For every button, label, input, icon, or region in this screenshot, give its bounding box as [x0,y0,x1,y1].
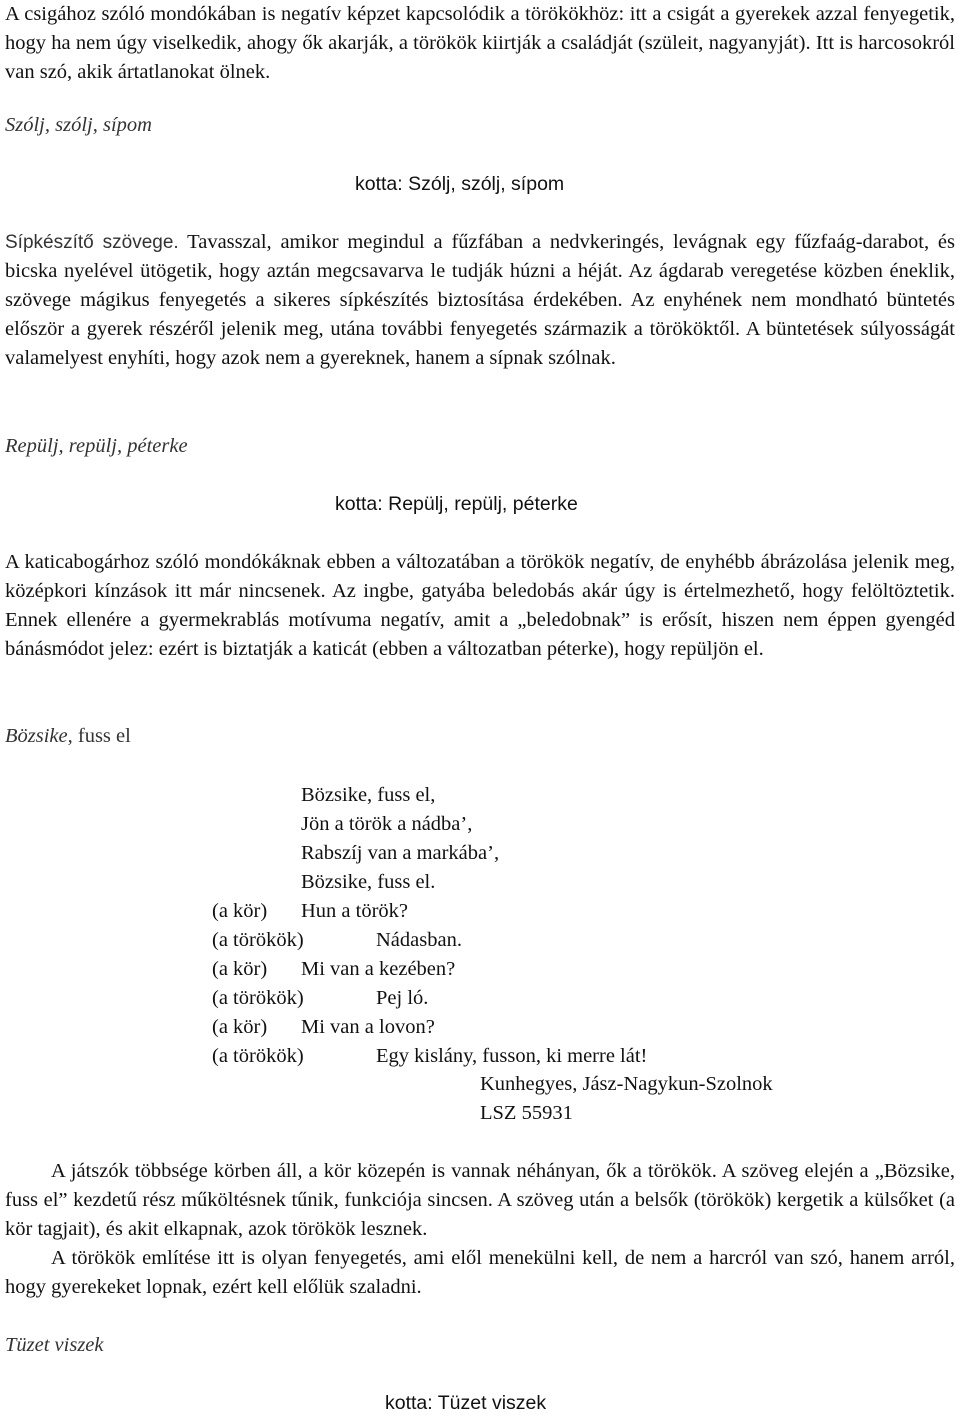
poem-line [5,955,955,984]
paragraph-sipkeszito-lead: Sípkészítő szövege. [5,232,179,253]
poem-text: Pej ló. [376,987,429,1009]
poem-speaker: (a kör) [212,958,268,980]
heading-tuzet-viszek: Tüzet viszek [5,1334,104,1356]
paragraph-jatekleiras: A játszók többsége körben áll, a kör közepén is vannak néhányan, ők a törökök. A szöveg elején a „Bözsike, fuss el” kezdetű rész műköltésnek tűnik, funkciója sincsen. A szöveg után a belsők (törökök) kergetik a külsőket (a kör tagjait), és akit elkapnak, azok törökök lesznek. [5,1160,955,1240]
heading-bozsike-italic: Bözsike, [5,725,73,747]
heading-repulj-repulj-peterke: Repülj, repülj, péterke [5,435,188,457]
kotta-szolj-szolj-sipom: kotta: Szólj, szólj, sípom [355,173,565,195]
poem-speaker: (a kör) [212,900,268,922]
poem-line [5,1042,955,1071]
poem-line [5,868,955,897]
paragraph-sipkeszito-rest: Tavasszal, amikor megindul a fűzfában a nedvkeringés, levágnak egy fűzfaág-darabot, és bicska nyelével ütögetik, hogy aztán megcsavarva le tudják húzni a héját. Az ágdarab veregetése közben éneklik, szövege mágikus fenyegetés a sikeres sípkészítés biztosítása érdekében. Az enyhének nem mondható büntetés először a gyerek részéről jelenik meg, utána további fenyegetés származik a törököktől. A büntetések súlyosságát valamelyest enyhíti, hogy azok nem a gyereknek, hanem a sípnak szólnak. [5,231,955,369]
paragraph-csiga: A csigához szóló mondókában is negatív képzet kapcsolódik a törökökhöz: itt a csigát a gyerekek azzal fenyegetik, hogy ha nem úgy viselkedik, ahogy ők akarják, a törökök kiirtják a családját (szüleit, nagyanyját). Itt is harcosokról van szó, akik ártatlanokat ölnek. [5,3,955,83]
poem-text: Bözsike, fuss el, [301,784,436,806]
poem-line [5,810,955,839]
poem-text: Egy kislány, fusson, ki merre lát! [376,1045,648,1067]
poem-speaker: (a törökök) [212,1045,304,1067]
heading-bozsike-rest: fuss el [72,725,131,747]
poem-speaker: (a törökök) [212,987,304,1009]
poem-line [5,839,955,868]
poem-speaker: (a kör) [212,1016,268,1038]
poem-text: Bözsike, fuss el. [301,871,436,893]
poem-place: Kunhegyes, Jász-Nagykun-Szolnok [480,1073,773,1095]
paragraph-sipkeszito [5,228,955,373]
poem-speaker: (a törökök) [212,929,304,951]
paragraph-torokok-emlitese: A törökök említése itt is olyan fenyegetés, ami elől menekülni kell, de nem a harcról van szó, hanem arról, hogy gyerekeket lopnak, ezért kell előlük szaladni. [5,1247,955,1298]
poem-line [5,1013,955,1042]
kotta-repulj-repulj-peterke: kotta: Repülj, repülj, péterke [335,493,578,515]
poem-text: Mi van a kezében? [301,958,456,980]
kotta-tuzet-viszek: kotta: Tüzet viszek [385,1392,547,1414]
heading-bozsike-fuss-el [5,722,131,751]
poem-bozsike [5,781,955,1071]
heading-szolj-szolj-sipom: Szólj, szólj, sípom [5,114,152,136]
poem-line [5,984,955,1013]
poem-text: Hun a török? [301,900,409,922]
poem-line [5,781,955,810]
poem-code: LSZ 55931 [480,1102,573,1124]
poem-line [5,926,955,955]
poem-text: Jön a török a nádba’, [301,813,473,835]
poem-text: Mi van a lovon? [301,1016,435,1038]
paragraph-katicabogar: A katicabogárhoz szóló mondókáknak ebben a változatában a törökök negatív, de enyhébb ábrázolása jelenik meg, középkori kínzások itt már nincsenek. Az ingbe, gatyába beledobás akár úgy is értelmezhető, hogy felöltöztetik. Ennek ellenére a gyermekrablás motívuma negatív, amit a „beledobnak” is erősít, hiszen nem éppen gyengéd bánásmódot jelez: ezért is biztatják a katicát (ebben a változatban péterke), hogy repüljön el. [5,551,955,660]
poem-text: Rabszíj van a markába’, [301,842,500,864]
poem-text: Nádasban. [376,929,462,951]
poem-line [5,897,955,926]
